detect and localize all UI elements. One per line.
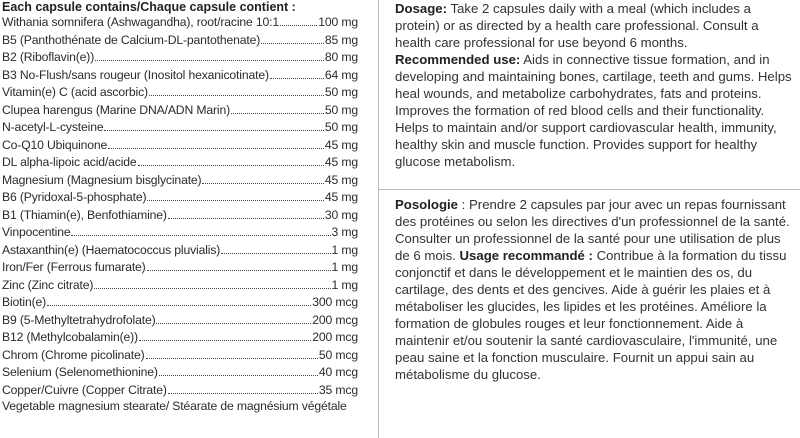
- ingredient-name: B1 (Thiamin(e), Benfothiamine): [2, 207, 167, 222]
- english-directions: [395, 0, 797, 170]
- leader-dots: [231, 104, 324, 114]
- ingredient-name: Copper/Cuivre (Copper Citrate): [2, 382, 167, 397]
- section-divider: [378, 189, 800, 190]
- ingredient-amount: 50 mg: [324, 85, 358, 99]
- recommended-use-text: Aids in connective tissue formation, and in developing and maintaining bones, cartilage, teeth and gums. Helps heal wounds, and metabolize carbohydrates, fats and proteins. Improves the formation of red blood cells and their functionality. Helps to maintain and/or support cardiovascular health, immunity, healthy skin and muscle function. Provides support for healthy glucose metabolism.: [395, 52, 792, 169]
- leader-dots: [95, 51, 324, 61]
- ingredient-name: B9 (5-Methyltetrahydrofolate): [2, 312, 156, 327]
- ingredient-amount: 45 mg: [324, 190, 358, 204]
- ingredient-row: [2, 347, 358, 365]
- ingredient-amount: 35 mcg: [318, 382, 358, 397]
- ingredient-name: B5 (Panthothénate de Calcium-DL-pantothenate): [2, 32, 261, 47]
- ingredient-row: [2, 14, 358, 32]
- ingredient-amount: 1 mg: [331, 260, 358, 274]
- leader-dots: [280, 16, 317, 26]
- ingredient-amount: 50 mcg: [318, 347, 358, 362]
- ingredient-row: [2, 224, 358, 242]
- nonmedicinal-ingredients: Vegetable magnesium stearate/ Stéarate de magnésium végétale: [2, 399, 347, 413]
- leader-dots: [168, 209, 324, 219]
- ingredient-name: Vinpocentine: [2, 225, 71, 239]
- leader-dots: [149, 86, 324, 96]
- usage-recommande-text: Contribue à la formation du tissu conjonctif et dans le développement et le maintien des os, du cartilage, des dents et des gencives. Aide à guérir les plaies et à métaboliser les glucides, les lipides et les protéines. Améliore la formation de globules rouges et leur fonctionnement. Aide à maintenir et/ou soutenir la santé cardiovasculaire, l'immunité, une peau saine et la fonction musculaire. Fournit un appui sain au métabolisme du glucose.: [395, 248, 787, 382]
- ingredient-name: N-acetyl-L-cysteine: [2, 120, 104, 134]
- ingredient-name: B2 (Riboflavin(e)): [2, 50, 95, 64]
- ingredient-row: [2, 154, 358, 172]
- ingredient-row: [2, 119, 358, 137]
- ingredient-row: [2, 294, 358, 312]
- ingredient-amount: 3 mg: [331, 225, 358, 239]
- ingredient-amount: 40 mcg: [318, 365, 358, 379]
- column-divider: [378, 0, 379, 438]
- ingredient-amount: 300 mcg: [312, 295, 358, 309]
- ingredient-amount: 64 mg: [324, 67, 358, 82]
- recommended-use-label: Recommended use:: [395, 52, 521, 67]
- ingredient-amount: 50 mg: [324, 120, 358, 134]
- ingredient-name: Chrom (Chrome picolinate): [2, 347, 145, 362]
- ingredient-name: Biotin(e): [2, 295, 47, 309]
- ingredients-panel: [2, 0, 358, 438]
- ingredient-amount: 45 mg: [324, 137, 358, 152]
- ingredient-amount: 30 mg: [324, 207, 358, 222]
- leader-dots: [139, 331, 311, 341]
- ingredient-name: Iron/Fer (Ferrous fumarate): [2, 260, 146, 274]
- ingredient-row: [2, 242, 358, 260]
- ingredient-row: [2, 259, 358, 277]
- ingredient-name: B12 (Methylcobalamin(e)): [2, 330, 138, 344]
- ingredient-row: [2, 137, 358, 155]
- posologie-label: Posologie: [395, 197, 459, 212]
- ingredient-amount: 200 mcg: [312, 330, 358, 344]
- ingredient-amount: 80 mg: [324, 50, 358, 64]
- leader-dots: [47, 296, 311, 306]
- leader-dots: [159, 366, 318, 376]
- leader-dots: [202, 174, 323, 184]
- ingredients-list: [2, 14, 358, 399]
- ingredient-amount: 1 mg: [331, 277, 358, 292]
- ingredient-row: [2, 364, 358, 382]
- leader-dots: [156, 314, 311, 324]
- ingredient-amount: 100 mg: [318, 15, 358, 29]
- dosage-text: Take 2 capsules daily with a meal (which includes a protein) or as directed by a health care professional. Consult a health care professional for use beyond 6 months.: [395, 1, 759, 50]
- ingredient-row: [2, 207, 358, 225]
- leader-dots: [221, 244, 330, 254]
- ingredient-name: Co-Q10 Ubiquinone: [2, 137, 108, 152]
- leader-dots: [71, 226, 330, 236]
- leader-dots: [108, 139, 324, 149]
- ingredient-amount: 45 mg: [324, 155, 358, 169]
- ingredient-row: [2, 382, 358, 400]
- ingredient-amount: 1 mg: [331, 242, 358, 257]
- ingredient-row: [2, 32, 358, 50]
- ingredient-amount: 85 mg: [324, 32, 358, 47]
- ingredient-row: [2, 67, 358, 85]
- ingredient-name: DL alpha-lipoic acid/acide: [2, 155, 137, 169]
- ingredient-row: [2, 84, 358, 102]
- ingredient-row: [2, 172, 358, 190]
- leader-dots: [138, 156, 324, 166]
- leader-dots: [147, 261, 331, 271]
- dosage-label: Dosage:: [395, 1, 448, 16]
- ingredient-row: [2, 49, 358, 67]
- usage-recommande-label: Usage recommandé :: [459, 248, 593, 263]
- leader-dots: [168, 384, 318, 394]
- ingredient-row: [2, 312, 358, 330]
- posologie-text: : Prendre 2 capsules par jour avec un repas fournissant des protéines ou selon les directives d'un professionnel de la santé. Consulter un professionnel de la santé pour une utilisation de plus de 6 mois.: [395, 197, 790, 263]
- leader-dots: [104, 121, 323, 131]
- leader-dots: [94, 279, 330, 289]
- leader-dots: [146, 349, 318, 359]
- ingredients-heading: Each capsule contains/Chaque capsule contient :: [2, 0, 296, 14]
- ingredient-name: Zinc (Zinc citrate): [2, 277, 94, 292]
- leader-dots: [147, 191, 323, 201]
- ingredient-row: [2, 277, 358, 295]
- ingredient-row: [2, 102, 358, 120]
- ingredient-name: Withania somnifera (Ashwagandha), root/racine 10:1: [2, 15, 280, 29]
- ingredient-name: B6 (Pyridoxal-5-phosphate): [2, 190, 147, 204]
- ingredient-name: Magnesium (Magnesium bisglycinate): [2, 172, 202, 187]
- ingredient-name: Astaxanthin(e) (Haematococcus pluvialis): [2, 242, 221, 257]
- french-directions: [395, 196, 797, 383]
- ingredient-row: [2, 329, 358, 347]
- leader-dots: [270, 69, 324, 79]
- leader-dots: [261, 34, 324, 44]
- ingredient-amount: 45 mg: [324, 172, 358, 187]
- ingredient-amount: 200 mcg: [312, 312, 358, 327]
- ingredient-name: B3 No-Flush/sans rougeur (Inositol hexanicotinate): [2, 67, 269, 82]
- ingredient-name: Vitamin(e) C (acid ascorbic): [2, 85, 148, 99]
- ingredient-row: [2, 189, 358, 207]
- ingredient-name: Selenium (Selenomethionine): [2, 365, 158, 379]
- ingredient-amount: 50 mg: [324, 102, 358, 117]
- ingredient-name: Clupea harengus (Marine DNA/ADN Marin): [2, 102, 230, 117]
